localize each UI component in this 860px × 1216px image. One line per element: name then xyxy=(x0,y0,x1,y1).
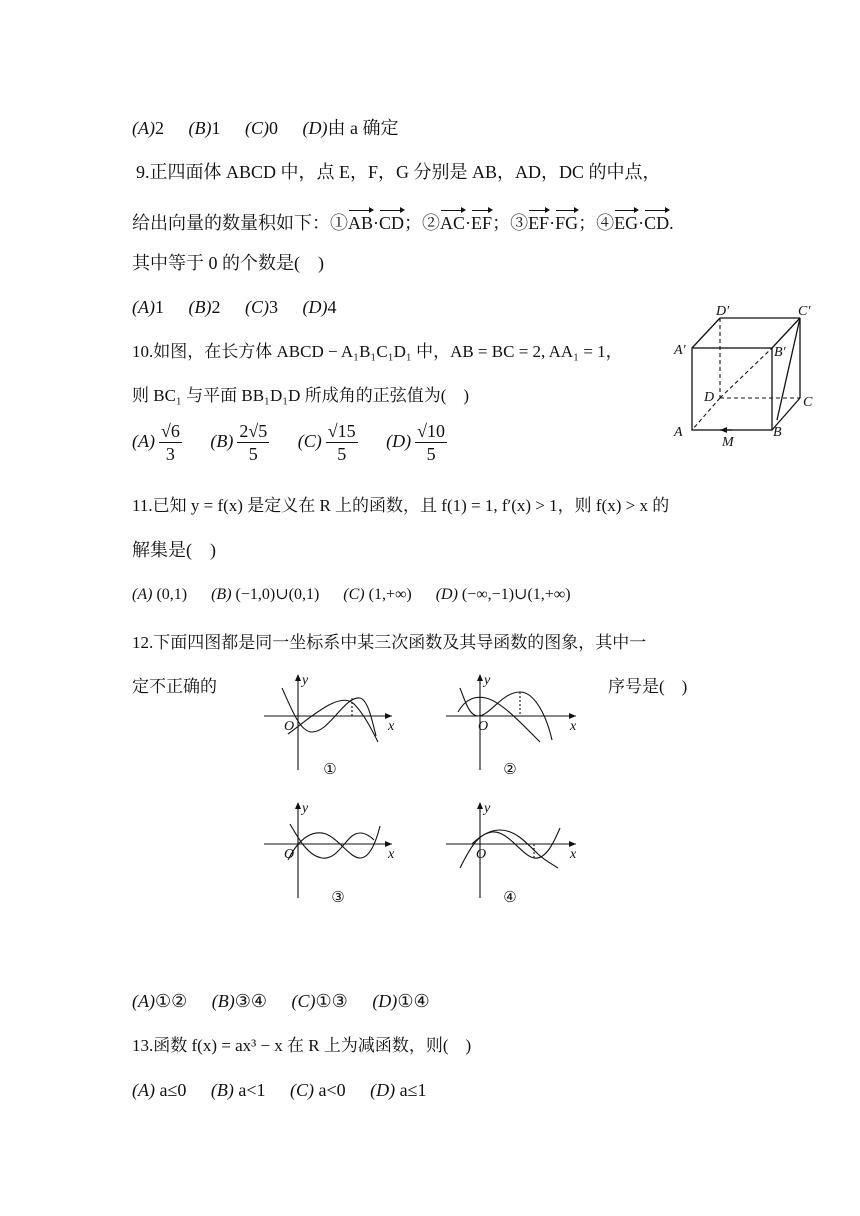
option-label: (B) xyxy=(211,586,232,603)
option-label: (C) xyxy=(343,586,365,603)
vector-b: FG xyxy=(555,213,579,233)
option-value: ③④ xyxy=(234,991,268,1011)
item-mark: ③ xyxy=(510,213,529,233)
option-label: (A) xyxy=(132,1080,155,1100)
cuboid-figure xyxy=(670,300,820,450)
vector-a: EF xyxy=(528,213,550,233)
vector-b: EF xyxy=(471,213,493,233)
option-value: (1,+∞) xyxy=(368,586,412,603)
option-label: (A) xyxy=(132,297,155,317)
q8-options xyxy=(132,116,418,140)
q11-stem-2: 解集是( ) xyxy=(132,540,216,560)
option-label: (A) xyxy=(132,586,153,603)
dot-product-item: ②AC·EF xyxy=(422,213,493,233)
q12-stem-1: 12.下面四图都是同一坐标系中某三次函数及其导函数的图象，其中一 xyxy=(132,633,647,652)
vertex-label: A xyxy=(674,425,683,440)
option-value: a<0 xyxy=(318,1080,346,1100)
q11-options xyxy=(132,583,591,607)
dot-product-item: ①AB·CD xyxy=(330,213,405,233)
q9-stem-1: 9.正四面体 ABCD 中，点 E，F，G 分别是 AB，AD，DC 的中点， xyxy=(136,162,661,182)
vertex-label: B′ xyxy=(774,345,786,360)
vertex-label: D′ xyxy=(716,304,730,319)
fraction xyxy=(159,420,182,465)
graph-mark: ③ xyxy=(331,890,345,906)
fraction xyxy=(237,420,269,465)
q9-stem-prefix: 给出向量的数量积如下： xyxy=(132,213,330,233)
vector-a: AB xyxy=(348,213,374,233)
origin-label: O xyxy=(478,719,489,734)
graph-3 xyxy=(260,798,400,908)
option-value: 2 xyxy=(211,297,221,317)
option-value: ①② xyxy=(154,991,188,1011)
fraction xyxy=(326,420,358,465)
option-label: (D) xyxy=(302,297,328,317)
option-value: a≤0 xyxy=(159,1080,187,1100)
option-value: ①④ xyxy=(397,991,430,1011)
vertex-label: M xyxy=(722,435,734,450)
option-value: 1 xyxy=(154,297,164,317)
origin-label: O xyxy=(284,847,295,862)
option-value: ①③ xyxy=(315,991,348,1011)
option-value: 由 a 确定 xyxy=(327,118,399,138)
q11-stem-1: 11.已知 y = f(x) 是定义在 R 上的函数，且 f(1) = 1, f′(x) > 1，则 f(x) > x 的 xyxy=(132,496,670,515)
option-label: (D) xyxy=(302,118,328,138)
item-mark: ② xyxy=(422,213,441,233)
option-value: 0 xyxy=(268,118,278,138)
numerator: 2√5 xyxy=(239,421,268,441)
axis-label-x: x xyxy=(570,719,577,734)
denominator: 5 xyxy=(248,444,258,464)
option-label: (D) xyxy=(386,430,412,451)
graph-1 xyxy=(260,670,400,780)
vertex-label: A′ xyxy=(674,343,686,358)
q13-options xyxy=(132,1078,447,1102)
option-value: (−1,0)∪(0,1) xyxy=(235,586,320,603)
graph-mark: ② xyxy=(503,762,517,778)
option-label: (B) xyxy=(188,118,212,138)
q10-options xyxy=(132,420,471,465)
option-value: (−∞,−1)∪(1,+∞) xyxy=(461,586,571,603)
option-value: a<1 xyxy=(238,1080,266,1100)
vector-a: EG xyxy=(614,213,639,233)
axis-label-x: x xyxy=(388,847,395,862)
q12-stem-2b: 序号是( ) xyxy=(608,677,688,696)
q10-stem-1: 10.如图，在长方体 ABCD − A₁B₁C₁D₁ 中，AB = BC = 2, AA₁ = 1， xyxy=(132,342,623,361)
option-label: (C) xyxy=(289,1080,314,1100)
q9-stem-3: 其中等于 0 的个数是( ) xyxy=(132,253,324,273)
option-label: (D) xyxy=(370,1080,396,1100)
option-value: 1 xyxy=(211,118,221,138)
option-label: (C) xyxy=(291,991,316,1011)
denominator: 3 xyxy=(165,444,175,464)
dot-product-item: ④EG·CD xyxy=(596,213,670,233)
option-label: (B) xyxy=(211,991,235,1011)
option-label: (D) xyxy=(435,586,458,603)
option-value: 4 xyxy=(327,297,337,317)
axis-label-y: y xyxy=(302,673,309,688)
denominator: 5 xyxy=(426,444,436,464)
q9-stem-2: 给出向量的数量积如下：①AB·CD；②AC·EF；③EF·FG；④EG·CD. xyxy=(132,213,674,233)
q9-options xyxy=(132,295,356,319)
graph-4 xyxy=(442,798,582,908)
denominator: 5 xyxy=(337,444,347,464)
graph-mark: ① xyxy=(323,762,337,778)
option-value: 2 xyxy=(154,118,164,138)
option-label: (A) xyxy=(132,118,155,138)
axis-label-x: x xyxy=(570,847,577,862)
option-label: (C) xyxy=(297,430,322,451)
vertex-label: B xyxy=(773,425,782,440)
option-value: (0,1) xyxy=(156,586,188,603)
graph-2 xyxy=(442,670,582,780)
option-label: (B) xyxy=(188,297,212,317)
vertex-label: D xyxy=(704,390,715,405)
item-mark: ① xyxy=(330,213,348,233)
numerator: √10 xyxy=(417,421,446,441)
numerator: √6 xyxy=(160,421,180,441)
option-label: (B) xyxy=(210,430,234,451)
vector-a: AC xyxy=(440,213,466,233)
fraction xyxy=(415,420,447,465)
q10-stem-2: 则 BC₁ 与平面 BB₁D₁D 所成角的正弦值为( ) xyxy=(132,386,470,405)
option-label: (D) xyxy=(372,991,398,1011)
option-label: (C) xyxy=(244,118,269,138)
vector-b: CD xyxy=(379,213,405,233)
axis-label-y: y xyxy=(484,801,491,816)
item-mark: ④ xyxy=(596,213,615,233)
q13-stem: 13.函数 f(x) = ax³ − x 在 R 上为减函数，则( ) xyxy=(132,1036,472,1055)
axis-label-y: y xyxy=(302,801,309,816)
q12-stem-2a: 定不正确的 xyxy=(132,677,217,696)
axis-label-x: x xyxy=(388,719,395,734)
graph-mark: ④ xyxy=(503,890,517,906)
dot-product-item: ③EF·FG xyxy=(510,213,579,233)
q12-options xyxy=(132,989,450,1013)
vector-b: CD xyxy=(644,213,670,233)
origin-label: O xyxy=(476,847,487,862)
option-label: (A) xyxy=(132,991,155,1011)
origin-label: O xyxy=(284,719,295,734)
vertex-label: C′ xyxy=(798,304,811,319)
axis-label-y: y xyxy=(484,673,491,688)
option-label: (B) xyxy=(210,1080,234,1100)
numerator: √15 xyxy=(327,421,356,441)
option-value: a≤1 xyxy=(399,1080,427,1100)
vertex-label: C xyxy=(803,395,813,410)
option-label: (A) xyxy=(132,430,155,451)
option-label: (C) xyxy=(244,297,269,317)
option-value: 3 xyxy=(268,297,278,317)
